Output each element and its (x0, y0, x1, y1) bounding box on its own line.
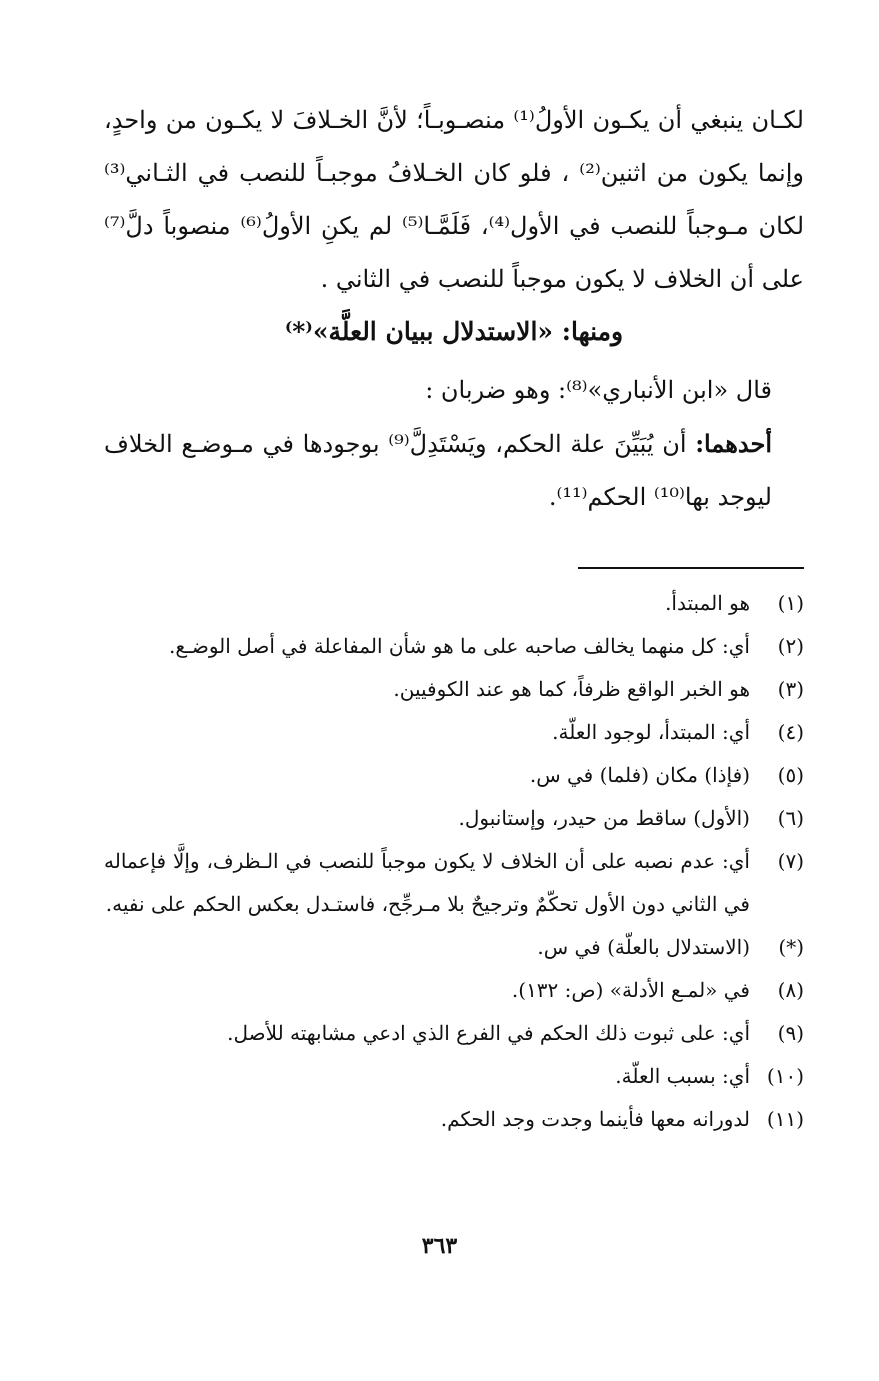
footnote (104, 668, 804, 711)
footnote-text: أي: على ثبوت ذلك الحكم في الفرع الذي ادعي مشابهته للأصل. (227, 1021, 750, 1045)
footnote (104, 926, 804, 969)
footnote-text: أي: كل منهما يخالف صاحبه على ما هو شأن المفاعلة في أصل الوضـع. (169, 634, 750, 658)
footnote-number: (٦) (777, 806, 804, 830)
footnote-number: (١٠) (766, 1064, 804, 1088)
footnote-text: أي: المبتدأ، لوجود العلّة. (552, 720, 750, 744)
main-paragraph (104, 94, 804, 306)
footnotes (104, 582, 804, 1141)
footnote-number: (٨) (777, 978, 804, 1002)
footnote-separator (578, 567, 804, 569)
footnote-number: (٥) (777, 763, 804, 787)
footnote (104, 840, 804, 926)
footnote-text: هو المبتدأ. (665, 591, 750, 615)
footnote-number: (*) (778, 935, 804, 959)
footnote-text: أي: عدم نصبه على أن الخلاف لا يكون موجباً للنصب في الـظرف، وإلَّا فإعماله في الثاني دون الأول تحكّمٌ وترجيحٌ بلا مـرجِّح، فاستـدل بعكس الحكم على نفيه. (104, 849, 750, 916)
main-paragraph-text: لكـان ينبغي أن يكـون الأولُ⁽¹⁾ منصـوبـاً؛ لأنَّ الخـلافَ لا يكـون من واحدٍ، وإنما يكون من اثنين⁽²⁾ ، فلو كان الخـلافُ موجبـاً للنصب في الثـاني⁽³⁾ لكان مـوجباً للنصب في الأول⁽⁴⁾، فَلَمَّـا⁽⁵⁾ لم يكنِ الأولُ⁽⁶⁾ منصوباً دلَّ⁽⁷⁾ على أن الخلاف لا يكون موجباً للنصب في الثاني . (104, 106, 805, 293)
footnote-number: (١١) (766, 1107, 804, 1131)
footnote-text: في «لمـع الأدلة» (ص: ١٣٢). (511, 978, 750, 1002)
footnote (104, 582, 804, 625)
footnote-number: (٧) (777, 849, 804, 873)
footnote-text: (الأول) ساقط من حيدر، وإستانبول. (458, 806, 750, 830)
footnote-text: (الاستدلال بالعلّة) في س. (537, 935, 750, 959)
section-heading: ومنها: «الاستدلال ببيان العلَّة»⁽*⁾ (284, 317, 624, 346)
page-number: ٣٦٣ (421, 1233, 458, 1259)
footnote-text: هو الخبر الواقع ظرفاً، كما هو عند الكوفيين. (393, 677, 750, 701)
footnote (104, 1055, 804, 1098)
footnote (104, 711, 804, 754)
footnote-number: (٩) (777, 1021, 804, 1045)
first-type-label: أحدهما: (695, 429, 772, 458)
footnote (104, 754, 804, 797)
footnote (104, 797, 804, 840)
footnote (104, 625, 804, 668)
footnote-text: أي: بسبب العلّة. (615, 1064, 750, 1088)
footnote (104, 969, 804, 1012)
footnote-number: (١) (777, 591, 804, 615)
intro-line: قال «ابن الأنباري»⁽⁸⁾: وهو ضربان : (425, 376, 772, 404)
footnote-text: لدورانه معها فأينما وجدت وجد الحكم. (440, 1107, 750, 1131)
first-type-paragraph (104, 417, 804, 524)
section-body (104, 364, 804, 524)
footnote (104, 1098, 804, 1141)
footnote-text: (فإذا) مكان (فلما) في س. (529, 763, 750, 787)
first-type-text: أن يُبَيِّنَ علة الحكم، ويَسْتَدِلَّ⁽⁹⁾ بوجودها في مـوضـع الخلاف ليوجد بها⁽¹⁰⁾ الحكم⁽¹¹⁾. (104, 430, 772, 511)
footnote-number: (٢) (777, 634, 804, 658)
footnote-number: (٤) (777, 720, 804, 744)
footnote-number: (٣) (777, 677, 804, 701)
footnote (104, 1012, 804, 1055)
